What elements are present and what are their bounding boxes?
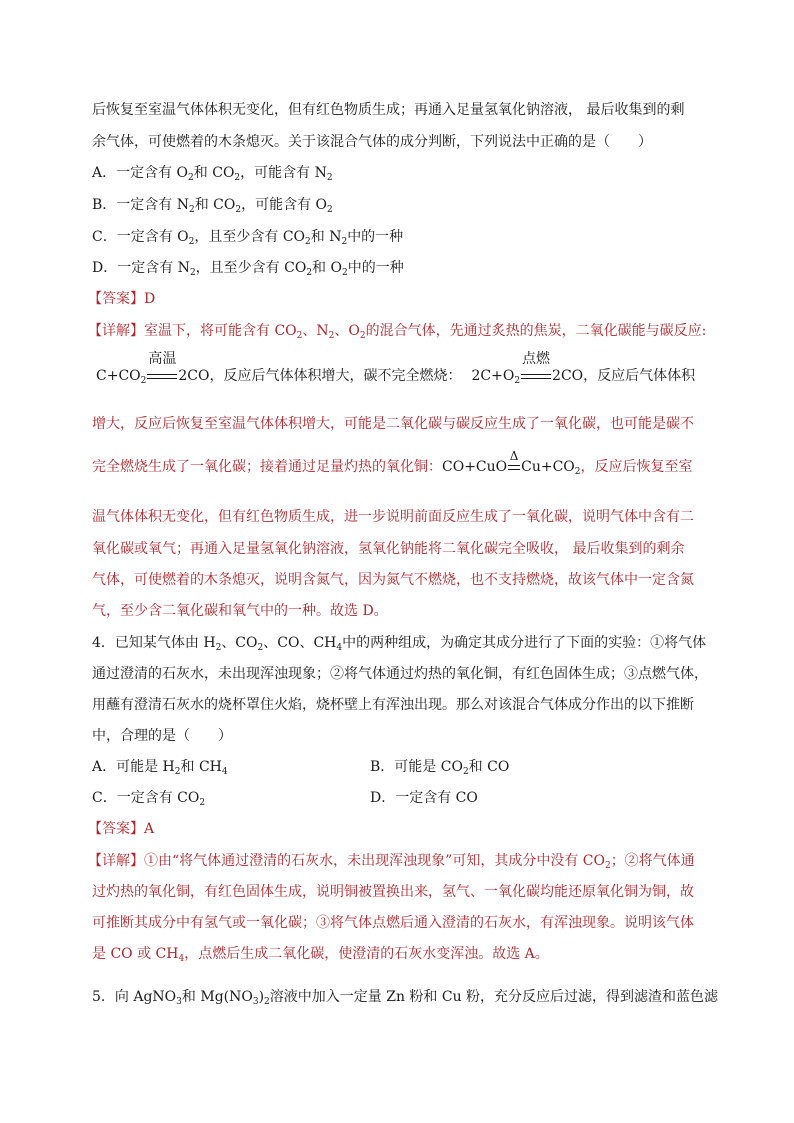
q4-stem-line-3: 用蘸有澄清石灰水的烧杯罩住火焰，烧杯壁上有浑浊出现。那么对该混合气体成分作出的以下推断 (92, 697, 694, 713)
q3-detail-line-8: 气，至少含二氧化碳和氧气中的一种。故选 D。 (92, 603, 388, 619)
q4-stem-line-2: 通过澄清的石灰水，未出现浑浊现象；②将气体通过灼热的氧化铜，有红色固体生成；③点燃气体， (92, 666, 708, 682)
q4-detail-line-2: 过灼热的氧化铜，有红色固体生成，说明铜被置换出来，氢气、一氧化碳均能还原氧化铜为铜，故 (92, 884, 694, 900)
q4-stem-line-1: 4．已知某气体由 $H_2$、$CO_2$、CO、$CH_4$中的两种组成，为确定其成分进行了下面的实验：①将气体 (92, 635, 707, 653)
detail-tag: 【详解】 (88, 323, 144, 339)
q3-option-d: D．一定含有 $N_2$，且至少含有 $CO_2$和 $O_2$中的一种 (92, 260, 404, 278)
q3-option-c: C．一定含有 $O_2$，且至少含有 $CO_2$和 $N_2$中的一种 (92, 229, 404, 247)
q4-option-c: C．一定含有 $CO_2$ (92, 790, 206, 808)
condition-heat: Δ (507, 458, 521, 476)
condition-high-temp: 高温 (146, 367, 178, 385)
q4-option-b: B．可能是 $CO_2$和 CO (370, 759, 510, 777)
answer-tag: 【答案】 (88, 821, 144, 837)
q3-equation-line: $C+CO_2$ 高温 2CO，反应后气体体积增大，碳不完全燃烧： $2C+O_2$ 点燃 2CO，反应后气体体积 (96, 351, 696, 386)
q4-option-a: A．可能是 $H_2$和 $CH_4$ (92, 759, 228, 777)
answer-value: A (144, 821, 155, 837)
q4-answer (88, 820, 154, 838)
q5-stem-line-1: 5．向 AgNO$_3$和 $Mg(NO_3)_2$溶液中加入一定量 Zn 粉和 Cu 粉，充分反应后过滤，得到滤渣和蓝色滤 (92, 989, 719, 1007)
q3-detail-line-1: 【详解】室温下，将可能含有 $CO_2$、$N_2$、$O_2$的混合气体，先通过炙热的焦炭，二氧化碳能与碳反应: (88, 323, 707, 341)
q4-detail-line-4: 是 CO 或 $CH_4$，点燃后生成二氧化碳，使澄清的石灰水变浑浊。故选 A。 (92, 946, 549, 964)
q3-option-b: B．一定含有 $N_2$和 $CO_2$，可能含有 $O_2$ (92, 197, 333, 215)
q4-stem-line-4: 中，合理的是（ ） (92, 728, 232, 744)
q4-detail-line-3: 可推断其成分中有氢气或一氧化碳；③将气体点燃后通入澄清的石灰水，有浑浊现象。说明该气体 (92, 915, 694, 931)
q4-detail-line-1: 【详解】①由“将气体通过澄清的石灰水，未出现浑浊现象”可知，其成分中没有 $CO_2$；②将气体通 (88, 853, 695, 871)
q3-stem-line-2: 余气体，可使燃着的木条熄灭。关于该混合气体的成分判断，下列说法中正确的是（ ） (92, 134, 652, 150)
q3-detail-line-5: 温气体体积无变化，但有红色物质生成，进一步说明前面反应生成了一氧化碳，说明气体中含有二 (92, 509, 694, 525)
q4-option-d: D．一定含有 CO (370, 790, 478, 806)
q3-detail-line-4: 完全燃烧生成了一氧化碳；接着通过足量灼热的氧化铜：CO+CuO Δ $Cu+CO_2$，反应后恢复至室 (92, 449, 693, 477)
q3-detail-line-3: 增大，反应后恢复至室温气体体积增大，可能是二氧化碳与碳反应生成了一氧化碳，也可能是碳不 (92, 416, 694, 432)
q3-option-a: A．一定含有 $O_2$和 $CO_2$，可能含有 $N_2$ (92, 165, 333, 183)
q3-stem-line-1: 后恢复至室温气体体积无变化，但有红色物质生成；再通入足量氢氧化钠溶液， 最后收集到的剩 (92, 102, 685, 118)
q3-detail-line-7: 气体，可使燃着的木条熄灭，说明含氮气，因为氮气不燃烧，也不支持燃烧，故该气体中一定含氮 (92, 572, 694, 588)
answer-value: D (144, 291, 156, 307)
q3-detail-line-6: 氧化碳或氧气；再通入足量氢氧化钠溶液，氢氧化钠能将二氧化碳完全吸收， 最后收集到的剩余 (92, 541, 685, 557)
condition-ignite: 点燃 (520, 367, 552, 385)
q3-answer (88, 290, 155, 308)
answer-tag: 【答案】 (88, 291, 144, 307)
detail-tag: 【详解】 (88, 853, 144, 869)
